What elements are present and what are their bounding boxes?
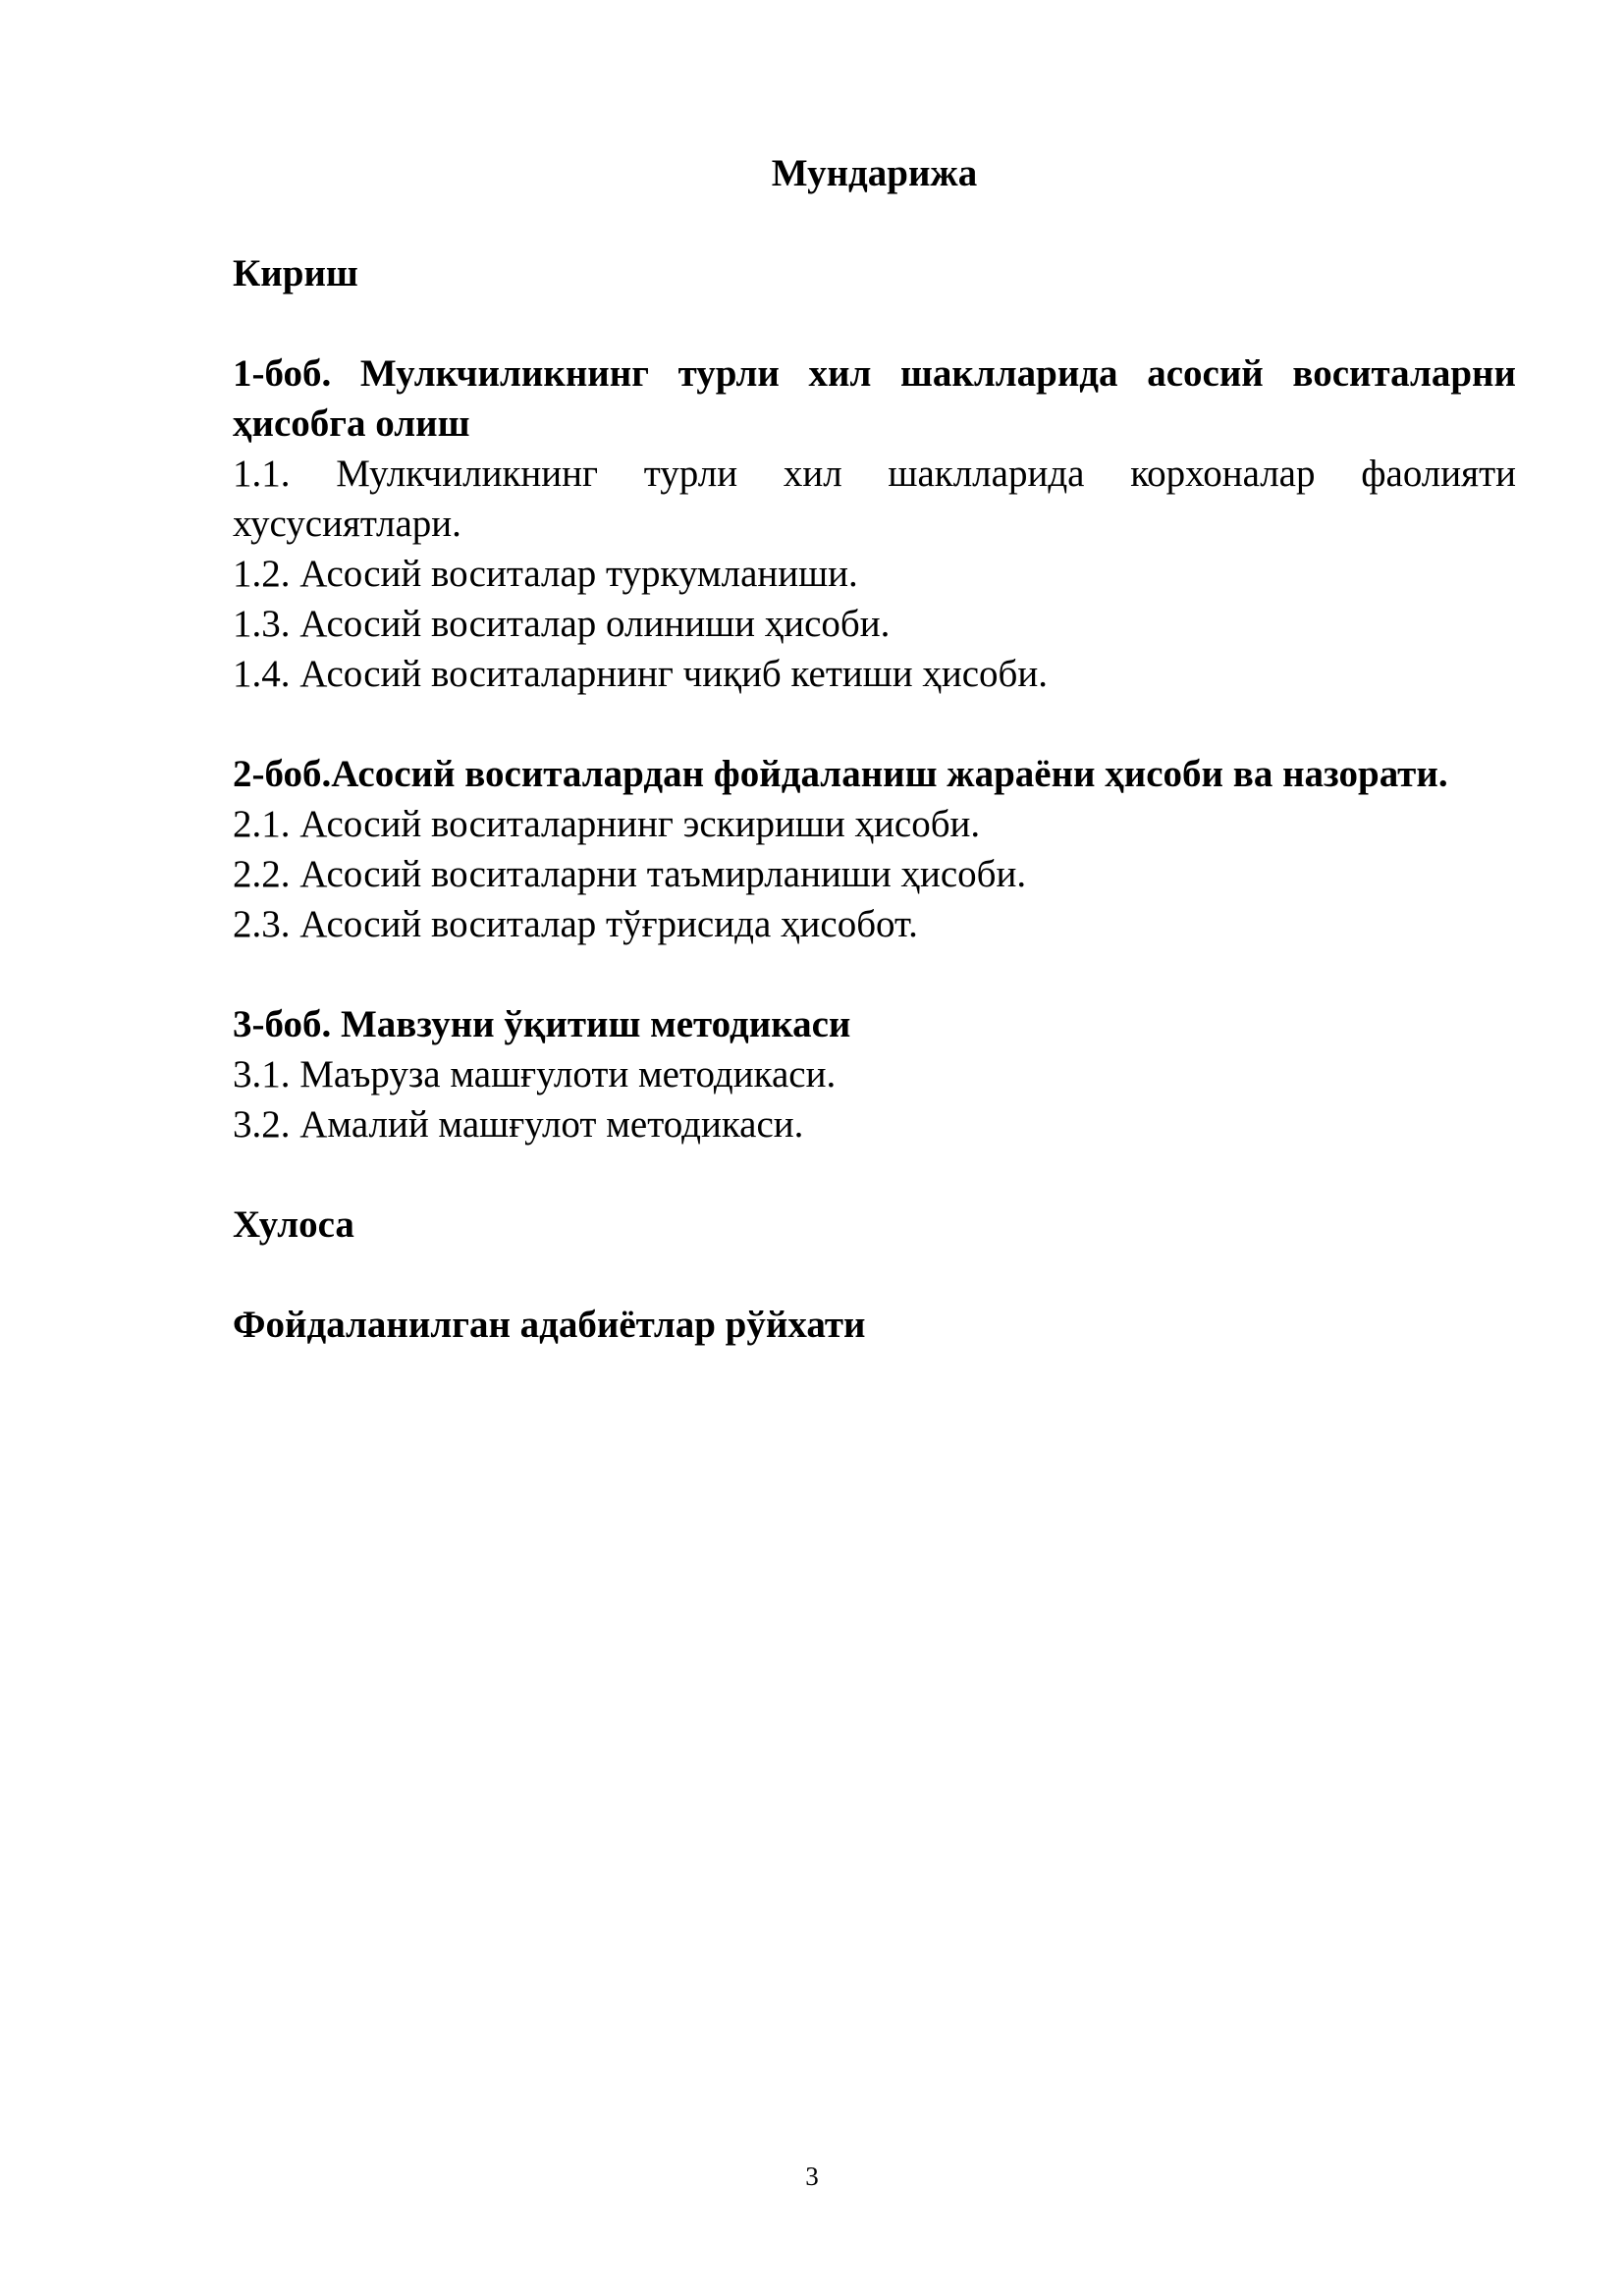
toc-item-3-1: 3.1. Маъруза машғулоти методикаси.	[233, 1053, 837, 1095]
page-number: 3	[805, 2162, 819, 2191]
toc-chapter-3	[233, 999, 1516, 1149]
toc-conclusion: Хулоса	[233, 1203, 354, 1246]
toc-item-1-1: 1.1. Мулкчиликнинг турли хил шаклларида корхоналар фаолияти хусусиятлари.	[233, 453, 1516, 545]
toc-title: Мундарижа	[771, 152, 978, 194]
toc-item-1-4: 1.4. Асосий воситаларнинг чиқиб кетиши ҳисоби.	[233, 653, 1049, 695]
chapter-3-heading: 3-боб. Мавзуни ўқитиш методикаси	[233, 1003, 851, 1045]
toc-chapter-2	[233, 749, 1516, 949]
toc-intro-group	[233, 248, 1516, 298]
toc-conclusion-group	[233, 1200, 1516, 1250]
toc-item-2-2: 2.2. Асосий воситаларни таъмирланиши ҳисоби.	[233, 853, 1027, 895]
chapter-1-heading: 1-боб. Мулкчиликнинг турли хил шаклларида асосий воситаларни ҳисобга олиш	[233, 352, 1516, 445]
toc-chapter-1	[233, 348, 1516, 699]
toc-item-2-3: 2.3. Асосий воситалар тўғрисида ҳисобот.	[233, 903, 918, 945]
toc-item-1-2: 1.2. Асосий воситалар туркумланиши.	[233, 553, 858, 595]
toc-item-1-3: 1.3. Асосий воситалар олиниши ҳисоби.	[233, 603, 891, 645]
toc-intro: Кириш	[233, 252, 358, 294]
table-of-contents	[233, 149, 1516, 1350]
toc-item-3-2: 3.2. Амалий машғулот методикаси.	[233, 1103, 804, 1146]
toc-item-2-1: 2.1. Асосий воситаларнинг эскириши ҳисоби.	[233, 803, 981, 845]
chapter-2-heading: 2-боб.Асосий воситалардан фойдаланиш жараёни ҳисоби ва назорати.	[233, 753, 1448, 795]
toc-references: Фойдаланилган адабиётлар рўйхати	[233, 1304, 866, 1346]
